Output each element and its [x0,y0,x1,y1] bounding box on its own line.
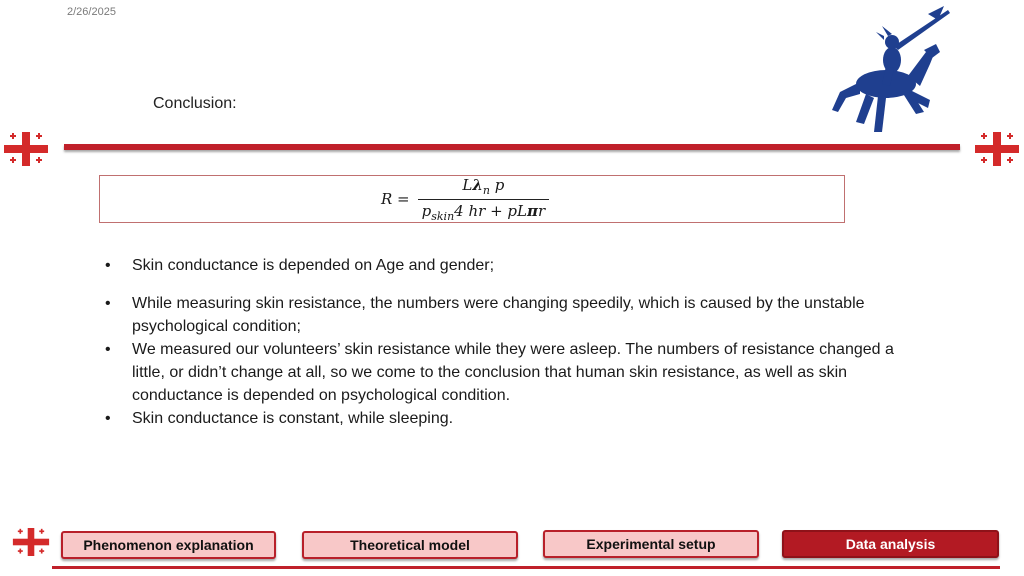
georgian-flag-icon [4,132,48,166]
list-item [105,254,905,277]
list-item [105,338,905,407]
nav-experimental-setup[interactable]: Experimental setup [543,530,759,558]
list-item [105,407,905,430]
header-divider [64,144,960,150]
list-item-text: Skin conductance is constant, while sleeping. [132,410,454,427]
formula-numerator: $L\lambda_n$ p [462,175,505,197]
nav-phenomenon-explanation[interactable]: Phenomenon explanation [61,531,276,559]
list-item [105,292,905,338]
formula-denominator: $p_{skin}4$ hr + pLπr [418,199,550,223]
formula-fraction [418,176,550,223]
nav-theoretical-model[interactable]: Theoretical model [302,531,518,559]
bullet-marker: • [105,257,111,274]
list-item-text: We measured our volunteers’ skin resistance while they were asleep. The numbers of resistance changed a little, or didn’t change at all, so we come to the conclusion that human skin resistance, as well as skin conductance is depended on psychological condition. [132,341,894,404]
footer-divider [52,566,1000,569]
page-title: Conclusion: [153,95,237,112]
list-item-text: While measuring skin resistance, the numbers were changing speedily, which is caused by the unstable psychological condition; [132,295,865,335]
georgian-flag-icon [12,528,50,556]
slide-date: 2/26/2025 [67,6,116,18]
nav-data-analysis[interactable]: Data analysis [782,530,999,558]
bullet-marker: • [105,295,111,312]
resistance-formula [381,176,549,222]
bullet-marker: • [105,341,111,358]
georgian-flag-icon [975,132,1019,166]
conclusion-list [105,254,905,430]
list-item-text: Skin conductance is depended on Age and gender; [132,257,495,274]
bullet-marker: • [105,410,111,427]
formula-lhs: R = [381,190,410,208]
knight-on-horse-logo [826,4,956,144]
